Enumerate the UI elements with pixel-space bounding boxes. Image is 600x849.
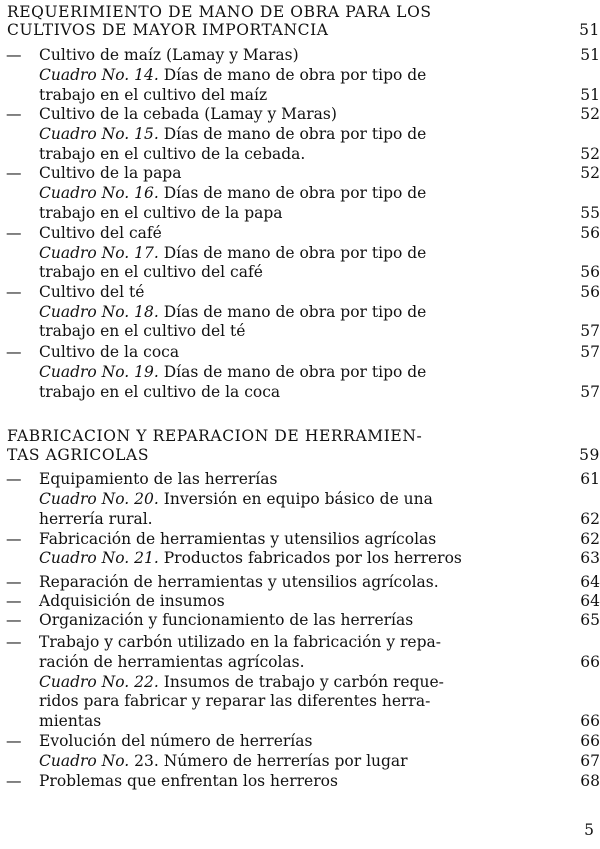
table-label: Cuadro No. 14.	[39, 66, 159, 84]
toc-entry	[0, 163, 600, 183]
entry-text: trabajo en el cultivo de la coca	[39, 383, 281, 401]
entry-text: Fabricación de herramientas y utensilios agrícolas	[39, 530, 437, 548]
entry-text: Equipamiento de las herrerías	[39, 470, 278, 488]
table-ref	[0, 243, 600, 263]
toc-entry	[0, 529, 600, 549]
entry-continuation	[0, 382, 600, 402]
entry-text: trabajo en el cultivo de la papa	[39, 204, 283, 222]
table-text: Días de mano de obra por tipo de	[158, 244, 427, 262]
entry-dash: —	[6, 224, 22, 242]
table-label: Cuadro No. 15.	[39, 125, 159, 143]
toc-entry	[0, 342, 600, 362]
entry-text: Cultivo de maíz (Lamay y Maras)	[39, 46, 299, 64]
table-ref	[0, 362, 600, 382]
table-label: Cuadro No. 22.	[39, 673, 159, 691]
page-ref: 64	[580, 592, 600, 610]
page-ref: 66	[580, 653, 600, 671]
table-text: Productos fabricados por los herreros	[158, 549, 462, 567]
toc-entry	[0, 731, 600, 751]
entry-continuation	[0, 321, 600, 341]
page-number: 5	[584, 821, 594, 839]
toc-entry	[0, 572, 600, 592]
entry-text: Cultivo de la coca	[39, 343, 180, 361]
page-ref: 51	[580, 46, 600, 64]
entry-continuation	[0, 652, 600, 672]
page-ref: 56	[580, 224, 600, 242]
entry-continuation	[0, 691, 600, 711]
entry-continuation	[0, 144, 600, 164]
table-text: Insumos de trabajo y carbón reque-	[158, 673, 444, 691]
table-ref	[0, 751, 600, 771]
page-ref: 61	[580, 470, 600, 488]
toc-entry	[0, 591, 600, 611]
entry-text: Cultivo de la papa	[39, 164, 182, 182]
heading-text: CULTIVOS DE MAYOR IMPORTANCIA	[7, 21, 329, 39]
page-ref: 52	[580, 105, 600, 123]
entry-continuation	[0, 85, 600, 105]
entry-dash: —	[6, 611, 22, 629]
table-ref	[0, 489, 600, 509]
page-ref: 51	[580, 86, 600, 104]
entry-continuation	[0, 509, 600, 529]
toc-entry	[0, 104, 600, 124]
entry-text: Adquisición de insumos	[39, 592, 225, 610]
entry-dash: —	[6, 732, 22, 750]
toc-entry	[0, 771, 600, 791]
entry-text: trabajo en el cultivo del café	[39, 263, 263, 281]
entry-dash: —	[6, 530, 22, 548]
toc-entry	[0, 223, 600, 243]
table-label: Cuadro No.	[39, 752, 130, 770]
entry-dash: —	[6, 343, 22, 361]
entry-continuation	[0, 203, 600, 223]
entry-dash: —	[6, 772, 22, 790]
entry-text: Cultivo del té	[39, 283, 145, 301]
page-ref: 67	[580, 752, 600, 770]
table-label: Cuadro No. 21.	[39, 549, 159, 567]
table-label: Cuadro No. 16.	[39, 184, 159, 202]
page-ref: 57	[580, 343, 600, 361]
entry-dash: —	[6, 592, 22, 610]
page-ref: 68	[580, 772, 600, 790]
entry-continuation	[0, 262, 600, 282]
table-ref	[0, 548, 600, 568]
entry-dash: —	[6, 470, 22, 488]
entry-text: Cultivo de la cebada (Lamay y Maras)	[39, 105, 337, 123]
entry-dash: —	[6, 573, 22, 591]
entry-text: herrería rural.	[39, 510, 153, 528]
table-ref	[0, 65, 600, 85]
heading-text: REQUERIMIENTO DE MANO DE OBRA PARA LOS	[7, 3, 432, 21]
heading-text: TAS AGRICOLAS	[7, 446, 150, 464]
section-heading	[0, 426, 600, 446]
entry-text: Evolución del número de herrerías	[39, 732, 313, 750]
entry-dash: —	[6, 164, 22, 182]
page-ref: 57	[580, 322, 600, 340]
page-ref: 59	[579, 446, 600, 464]
entry-text: Reparación de herramientas y utensilios agrícolas.	[39, 573, 439, 591]
table-text: Inversión en equipo básico de una	[158, 490, 433, 508]
entry-text: trabajo en el cultivo de la cebada.	[39, 145, 306, 163]
table-text: Días de mano de obra por tipo de	[158, 66, 427, 84]
table-text: 23. Número de herrerías por lugar	[129, 752, 408, 770]
entry-dash: —	[6, 633, 22, 651]
table-text: Días de mano de obra por tipo de	[158, 184, 427, 202]
page-ref: 56	[580, 263, 600, 281]
heading-text: FABRICACION Y REPARACION DE HERRAMIEN-	[7, 427, 423, 445]
toc-entry	[0, 282, 600, 302]
table-ref	[0, 183, 600, 203]
entry-text: Trabajo y carbón utilizado en la fabricación y repa-	[39, 633, 442, 651]
toc-entry	[0, 632, 600, 652]
entry-text: Cultivo del café	[39, 224, 162, 242]
entry-text: ración de herramientas agrícolas.	[39, 653, 305, 671]
page-ref: 62	[580, 510, 600, 528]
page-ref: 65	[580, 611, 600, 629]
entry-text: Organización y funcionamiento de las herrerías	[39, 611, 414, 629]
entry-text: ridos para fabricar y reparar las diferentes herra-	[39, 692, 431, 710]
table-text: Días de mano de obra por tipo de	[158, 303, 427, 321]
entry-text: mientas	[39, 712, 102, 730]
page-ref: 62	[580, 530, 600, 548]
table-text: Días de mano de obra por tipo de	[158, 125, 427, 143]
table-label: Cuadro No. 17.	[39, 244, 159, 262]
entry-text: trabajo en el cultivo del maíz	[39, 86, 268, 104]
page-ref: 66	[580, 732, 600, 750]
toc-entry	[0, 469, 600, 489]
entry-text: Problemas que enfrentan los herreros	[39, 772, 338, 790]
entry-dash: —	[6, 283, 22, 301]
table-ref	[0, 124, 600, 144]
section-heading	[0, 445, 600, 465]
table-text: Días de mano de obra por tipo de	[158, 363, 427, 381]
table-label: Cuadro No. 20.	[39, 490, 159, 508]
page-ref: 55	[580, 204, 600, 222]
page-ref: 66	[580, 712, 600, 730]
entry-text: trabajo en el cultivo del té	[39, 322, 246, 340]
table-ref	[0, 302, 600, 322]
table-ref	[0, 672, 600, 692]
page-ref: 63	[580, 549, 600, 567]
entry-dash: —	[6, 46, 22, 64]
toc-entry	[0, 45, 600, 65]
page-ref: 57	[580, 383, 600, 401]
page-ref: 52	[580, 145, 600, 163]
page-ref: 64	[580, 573, 600, 591]
entry-continuation	[0, 711, 600, 731]
page-ref: 52	[580, 164, 600, 182]
page-ref: 51	[579, 21, 600, 39]
section-heading	[0, 2, 600, 22]
table-label: Cuadro No. 19.	[39, 363, 159, 381]
section-heading	[0, 20, 600, 40]
entry-dash: —	[6, 105, 22, 123]
toc-entry	[0, 610, 600, 630]
table-label: Cuadro No. 18.	[39, 303, 159, 321]
page-ref: 56	[580, 283, 600, 301]
